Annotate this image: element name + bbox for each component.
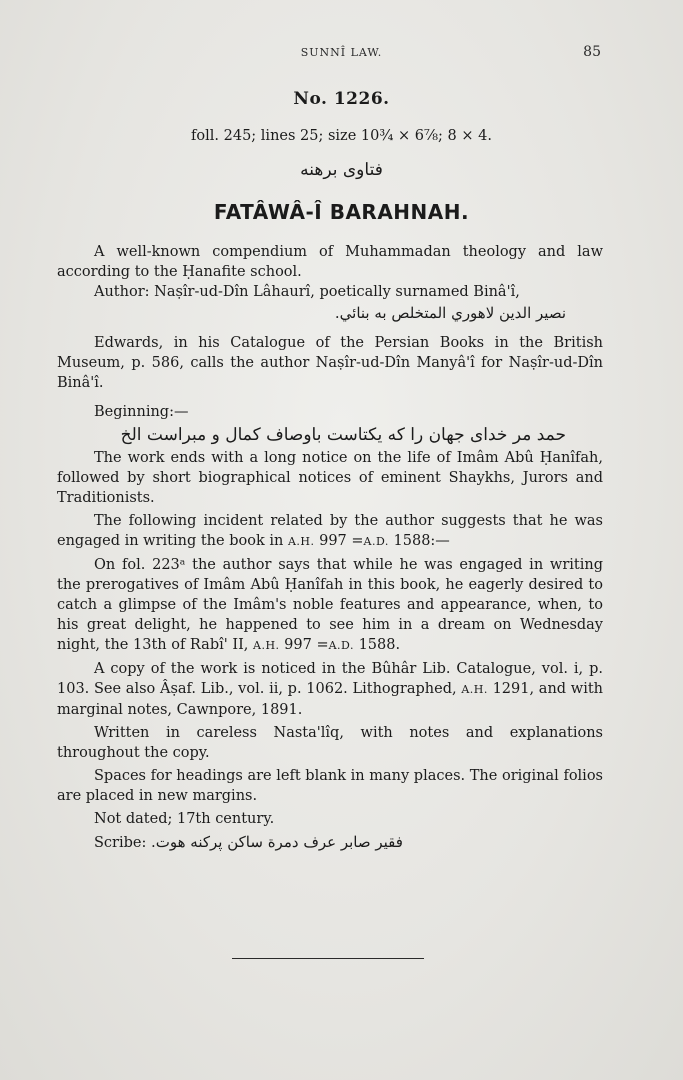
incident-year-ad: 1588:—	[393, 533, 450, 549]
anno-hegirae: A.H.	[461, 683, 488, 696]
paragraph-description: A well-known compendium of Muhammadan theology and law according to the Ḥanafite school.	[57, 244, 603, 280]
paragraph-scribe	[57, 832, 603, 853]
running-head: SUNNÎ LAW.	[300, 46, 383, 59]
beginning-arabic-text: حمد مر خدای جهان را که یکتاست باوصاف کمال و مبراست الخ	[120, 425, 566, 445]
paragraph-dream	[57, 555, 603, 656]
page-number: 85	[583, 44, 601, 60]
paragraph-script: Written in careless Nasta'lîq, with notes and explanations throughout the copy.	[57, 725, 603, 761]
scribe-label: Scribe:	[94, 835, 147, 851]
paragraph-author: Author: Naṣîr-ud-Dîn Lâhaurî, poetically surnamed Binâ'î,	[94, 284, 520, 300]
copy-lithograph: 1291, and with marginal notes, Cawnpore, 1891.	[57, 681, 603, 718]
anno-domini: A.D.	[328, 639, 354, 652]
end-divider	[232, 958, 424, 959]
dream-text: On fol. 223ᵃ the author says that while he was engaged in writing the prerogatives of Imâm Abû Ḥanîfah in this book, he eagerly desired to catch a glimpse of the Imâm's noble features and appearance, when, to his great delight, he happened to see him in a dream on Wednesday night, the 13th of Rabî' II,	[57, 557, 603, 653]
copy-text: A copy of the work is noticed in the Bûhâr Lib. Catalogue, vol. i, p. 103. See also Âṣaf. Lib., vol. ii, p. 1062. Lithographed,	[57, 661, 603, 697]
anno-hegirae: A.H.	[287, 535, 315, 548]
paragraph-incident	[57, 511, 603, 552]
paragraph-edwards: Edwards, in his Catalogue of the Persian Books in the British Museum, p. 586, calls the author Naṣîr-ud-Dîn Manyâ'î for Naṣîr-ud-Dîn Binâ'î.	[57, 335, 603, 391]
anno-domini: A.D.	[363, 535, 389, 548]
entry-number: No. 1226.	[293, 89, 390, 109]
beginning-label: Beginning:—	[94, 404, 189, 420]
paragraph-date: Not dated; 17th century.	[94, 811, 275, 827]
folio-info: foll. 245; lines 25; size 10¾ × 6⅞; 8 × 4.	[191, 128, 492, 144]
body-text	[57, 242, 603, 853]
dream-year: 997 =	[284, 637, 329, 653]
paragraph-work-ends: The work ends with a long notice on the life of Imâm Abû Ḥanîfah, followed by short biographical notices of eminent Shaykhs, Jurors and Traditionists.	[57, 450, 603, 506]
anno-hegirae: A.H.	[253, 639, 280, 652]
scribe-arabic-name: فقیر صابر عرف دمرة ساکن پرکنه هوت.	[150, 833, 403, 851]
incident-text: The following incident related by the author suggests that he was engaged in writing the book in	[57, 513, 603, 549]
main-title: FATÂWÂ-Î BARAHNAH.	[213, 200, 470, 224]
author-arabic-name: نصیر الدین لاهوري المتخلص به بنائي.	[334, 304, 566, 322]
paragraph-spaces: Spaces for headings are left blank in many places. The original folios are placed in new margins.	[57, 768, 603, 804]
paragraph-copy	[57, 659, 603, 720]
arabic-title: فتاوی برهنه	[300, 160, 383, 180]
incident-year: 997 =	[319, 533, 364, 549]
dream-year-ad: 1588.	[358, 637, 401, 653]
